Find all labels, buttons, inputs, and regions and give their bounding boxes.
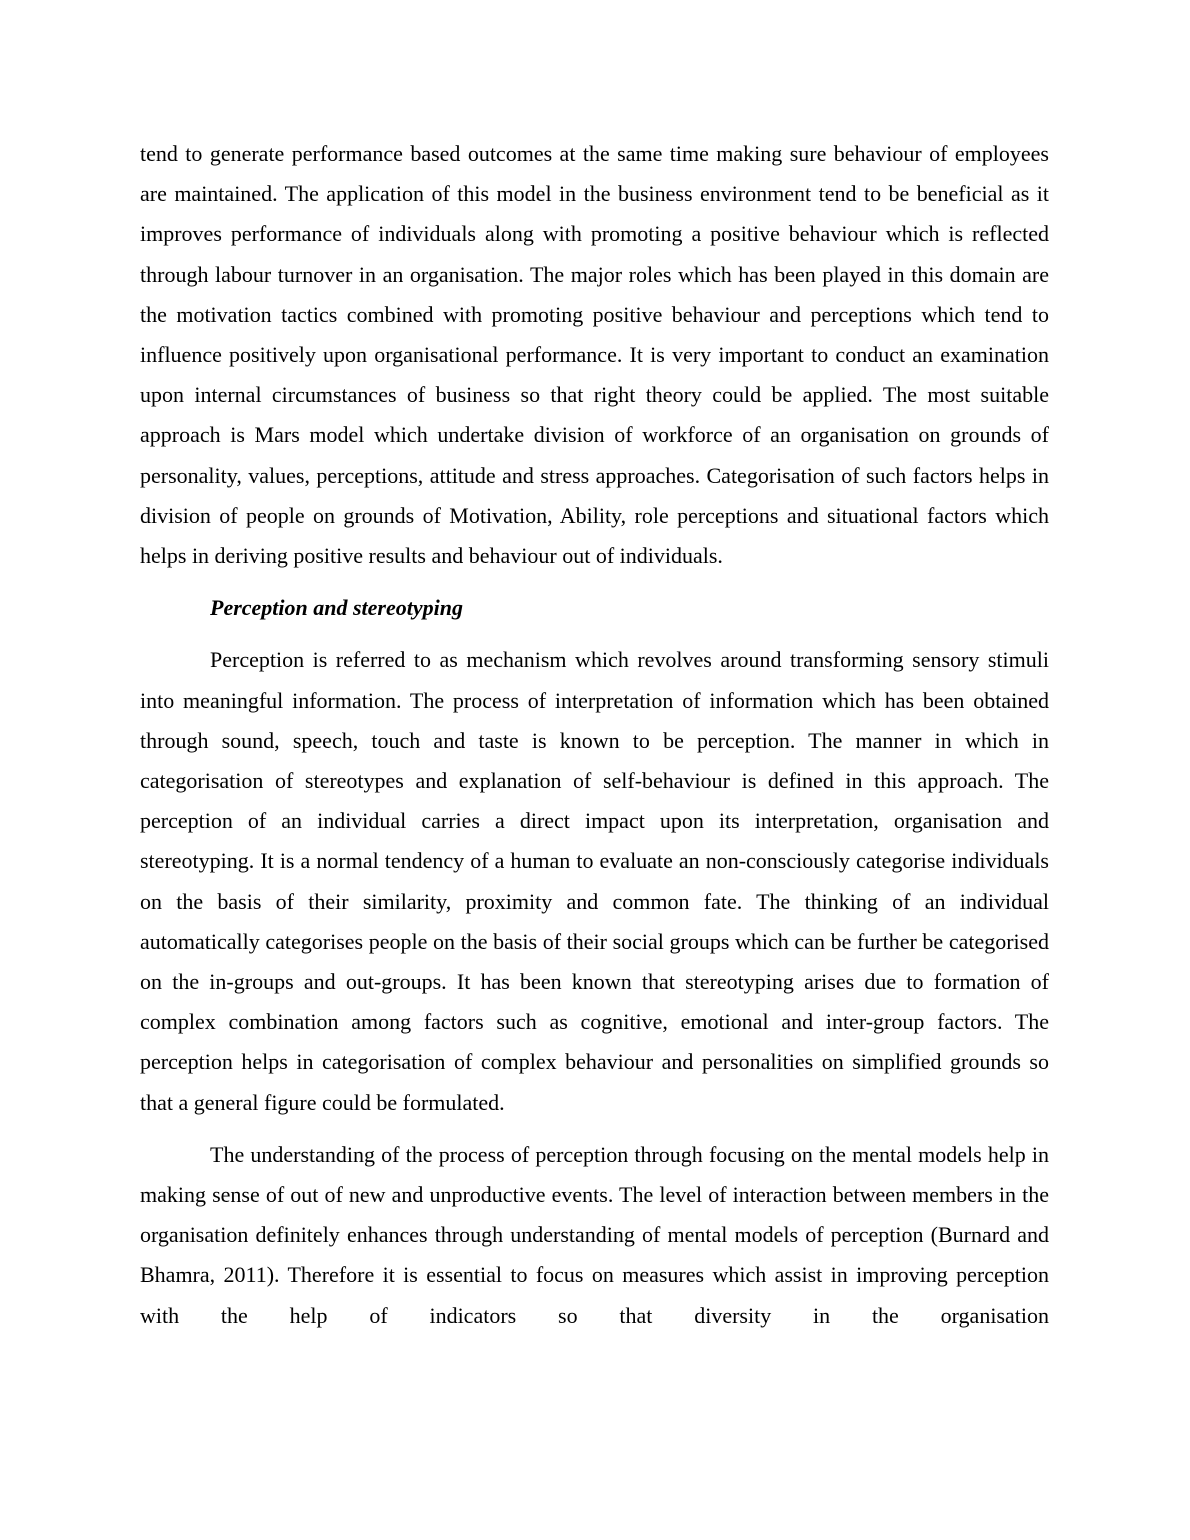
paragraph-perception-definition: Perception is referred to as mechanism which revolves around transforming sensory stimuli into meaningful information. The process of interpretation of information which has been obtained through sound, speech, touch and taste is known to be perception. The manner in which in categorisation of stereotypes and explanation of self-behaviour is defined in this approach. The perception of an individual carries a direct impact upon its interpretation, organisation and stereotyping. It is a normal tendency of a human to evaluate an non-consciously categorise individuals on the basis of their similarity, proximity and common fate. The thinking of an individual automatically categorises people on the basis of their social groups which can be further be categorised on the in-groups and out-groups. It has been known that stereotyping arises due to formation of complex combination among factors such as cognitive, emotional and inter-group factors. The perception helps in categorisation of complex behaviour and personalities on simplified grounds so that a general figure could be formulated. (140, 647, 1049, 1115)
section-heading: Perception and stereotyping (210, 595, 463, 621)
document-body (140, 134, 1049, 1336)
paragraph-spacer (140, 1123, 1049, 1135)
paragraph-mental-models: The understanding of the process of perception through focusing on the mental models help in making sense of out of new and unproductive events. The level of interaction between members in the organisation definitely enhances through understanding of mental models of perception (Burnard and Bhamra, 2011). Therefore it is essential to focus on measures which assist in improving perception with the help of indicators so that diversity in the organisation (140, 1141, 1049, 1328)
paragraph-continued-from-previous-page: tend to generate performance based outcomes at the same time making sure behaviour of employees are maintained. The application of this model in the business environment tend to be beneficial as it improves performance of individuals along with promoting a positive behaviour which is reflected through labour turnover in an organisation. The major roles which has been played in this domain are the motivation tactics combined with promoting positive behaviour and perceptions which tend to influence positively upon organisational performance. It is very important to conduct an examination upon internal circumstances of business so that right theory could be applied. The most suitable approach is Mars model which undertake division of workforce of an organisation on grounds of personality, values, perceptions, attitude and stress approaches. Categorisation of such factors helps in division of people on grounds of Motivation, Ability, role perceptions and situational factors which helps in deriving positive results and behaviour out of individuals. (140, 141, 1049, 569)
